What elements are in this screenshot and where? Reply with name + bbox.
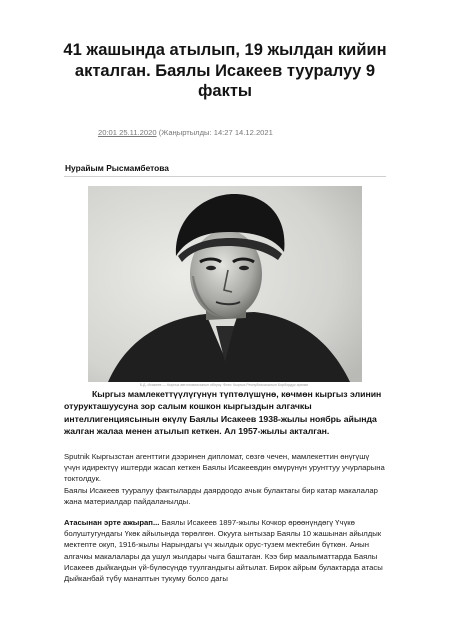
body-paragraph-1: Sputnik Кыргызстан агенттиги дээринен дипломат, сөзгө чечен, мамлекеттин өнүгүшү үчүн идиректүү иштерди жасап кеткен Баялы Исакеевдин өмүрүнүн урунттуу учурларына токтолдук. — [64, 452, 385, 484]
article-dateline — [98, 128, 273, 137]
lead-paragraph: Кыргыз мамлекеттүүлүгүнүн түптөлүшүнө, көчмөн кыргыз элинин отурукташуусуна зор салым кошкон кыргыздын алгачкы интеллигенциясынын өкүлү Баялы Исакеев 1938-жылы ноябрь айында жалган жалаа менен атылып кеткен. Ал 1957-жылы акталган. — [64, 389, 382, 437]
body-paragraph-2: Баялы Исакеев тууралуу фактыларды даярдоодо ачык булактагы бир катар макалалар жана материалдар пайдаланылды. — [64, 486, 378, 507]
publish-date-link[interactable]: 20:01 25.11.2020 — [98, 128, 157, 137]
portrait-photo — [88, 186, 362, 382]
author-divider — [64, 176, 386, 177]
article-headline: 41 жашында атылып, 19 жылдан кийин акталган. Баялы Исакеев тууралуу 9 факты — [63, 41, 387, 100]
section-text: Баялы Исакеев 1897-жылы Кочкор өрөөнүндөгү Үчүкө болуштугундагы Үкөк айылында төрөлгөн. Окууга ынтызар Баялы 10 жашынан айылдык мектепте окуп, 1916-жылы Нарындагы үч жылдык орус-тузем мектебин бүткөн. Анын алгачкы макалалары да ушул жылдары чыга баштаган. Кээ бир маалыматтарда Баялы Исакеев дыйкандын үй-бүлөсүндө туулгандыгы айтылат. Бирок айрым булактарда атасы Дыйканбай түбү манаптын тукуму болсо дагы — [64, 518, 383, 584]
section-lead-in: Атасынан эрте ажырап... — [64, 518, 160, 527]
author-name: Нурайым Рысмамбетова — [65, 163, 169, 173]
body-paragraph-3 — [64, 517, 386, 584]
updated-date: (Жаңыртылды: 14:27 14.12.2021 — [158, 128, 273, 137]
photo-caption: Б.Д. Исакеев — Кыргыз автономиясынын облусу. Фото: Кыргыз Республикасынын Борбордук архиви — [139, 383, 309, 387]
